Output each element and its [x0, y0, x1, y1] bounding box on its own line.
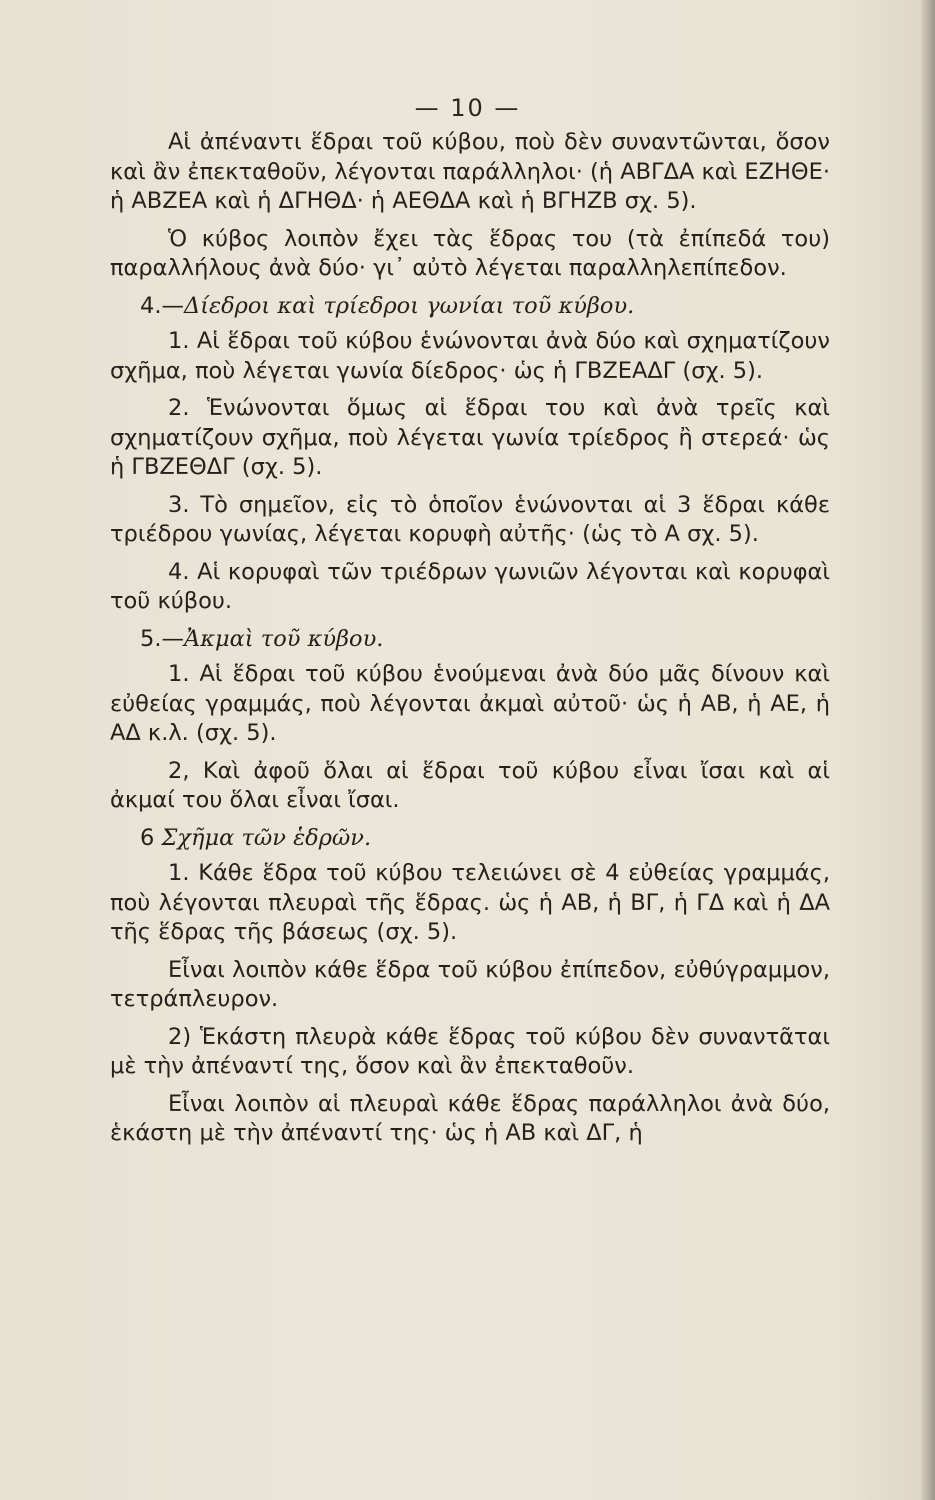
paragraph: Εἶναι λοιπὸν αἱ πλευραὶ κάθε ἕδρας παράλληλοι ἀνὰ δύο, ἑκάστη μὲ τὴν ἀπέναντί της· ὡς ἡ ΑΒ καὶ ΔΓ, ἡ — [110, 1090, 830, 1146]
section-heading — [110, 292, 830, 322]
section-title: Ἀκμαὶ τοῦ κύβου. — [183, 625, 384, 652]
paragraph: 4. Αἱ κορυφαὶ τῶν τριέδρων γωνιῶν λέγονται καὶ κορυφαὶ τοῦ κύβου. — [110, 558, 830, 614]
paragraph: 2. Ἑνώνονται ὅμως αἱ ἕδραι του καὶ ἀνὰ τρεῖς καὶ σχηματίζουν σχῆμα, ποὺ λέγεται γωνία τρίεδρος ἢ στερεά· ὡς ἡ ΓΒΖΕΘΔΓ (σχ. 5). — [110, 395, 830, 480]
paragraph: Αἱ ἀπέναντι ἕδραι τοῦ κύβου, ποὺ δὲν συναντῶνται, ὅσον καὶ ἂν ἐπεκταθοῦν, λέγονται παράλληλοι· (ἡ ΑΒΓΔΑ καὶ ΕΖΗΘΕ· ἡ ΑΒΖΕΑ καὶ ἡ ΔΓΗΘΔ· ἡ ΑΕΘΔΑ καὶ ἡ ΒΓΗΖΒ σχ. 5). — [110, 129, 830, 214]
paragraph: 3. Τὸ σημεῖον, εἰς τὸ ὁποῖον ἑνώνονται αἱ 3 ἕδραι κάθε τριέδρου γωνίας, λέγεται κορυφὴ αὐτῆς· (ὡς τὸ Α σχ. 5). — [110, 491, 830, 547]
section-heading — [110, 824, 830, 854]
paragraph: 1. Κάθε ἕδρα τοῦ κύβου τελειώνει σὲ 4 εὐθείας γραμμάς, ποὺ λέγονται πλευραὶ τῆς ἕδρας. ὡς ἡ ΑΒ, ἡ ΒΓ, ἡ ΓΔ καὶ ἡ ΔΑ τῆς ἕδρας τῆς βάσεως (σχ. 5). — [110, 860, 830, 945]
paragraph: 1. Αἱ ἕδραι τοῦ κύβου ἑνώνονται ἀνὰ δύο καὶ σχηματίζουν σχῆμα, ποὺ λέγεται γωνία δίεδρος· ὡς ἡ ΓΒΖΕΑΔΓ (σχ. 5). — [110, 328, 830, 384]
paragraph: 2, Καὶ ἀφοῦ ὅλαι αἱ ἕδραι τοῦ κύβου εἶναι ἴσαι καὶ αἱ ἀκμαί του ὅλαι εἶναι ἴσαι. — [110, 757, 830, 813]
paragraph: Εἶναι λοιπὸν κάθε ἕδρα τοῦ κύβου ἐπίπεδον, εὐθύγραμμον, τετράπλευρον. — [110, 956, 830, 1012]
section-title: Δίεδροι καὶ τρίεδροι γωνίαι τοῦ κύβου. — [183, 292, 635, 319]
section-number: 6 — [140, 824, 162, 851]
section-title: Σχῆμα τῶν ἑδρῶν. — [161, 824, 372, 851]
section-heading — [110, 625, 830, 655]
page-edge-shadow — [921, 0, 935, 1500]
page-number: — 10 — — [414, 94, 521, 122]
paragraph: 1. Αἱ ἕδραι τοῦ κύβου ἑνούμεναι ἀνὰ δύο μᾶς δίνουν καὶ εὐθείας γραμμάς, ποὺ λέγονται ἀκμαὶ αὐτοῦ· ὡς ἡ ΑΒ, ἡ ΑΕ, ἡ ΑΔ κ.λ. (σχ. 5). — [110, 661, 830, 746]
section-number: 5.— — [140, 625, 184, 652]
paragraph: 2) Ἑκάστη πλευρὰ κάθε ἕδρας τοῦ κύβου δὲν συναντᾶται μὲ τὴν ἀπέναντί της, ὅσον καὶ ἂν ἐπεκταθοῦν. — [110, 1023, 830, 1079]
page-body — [110, 128, 830, 1157]
section-number: 4.— — [140, 292, 184, 319]
paragraph: Ὁ κύβος λοιπὸν ἔχει τὰς ἕδρας του (τὰ ἐπίπεδά του) παραλλήλους ἀνὰ δύο· γι᾽ αὐτὸ λέγεται παραλληλεπίπεδον. — [110, 225, 830, 281]
